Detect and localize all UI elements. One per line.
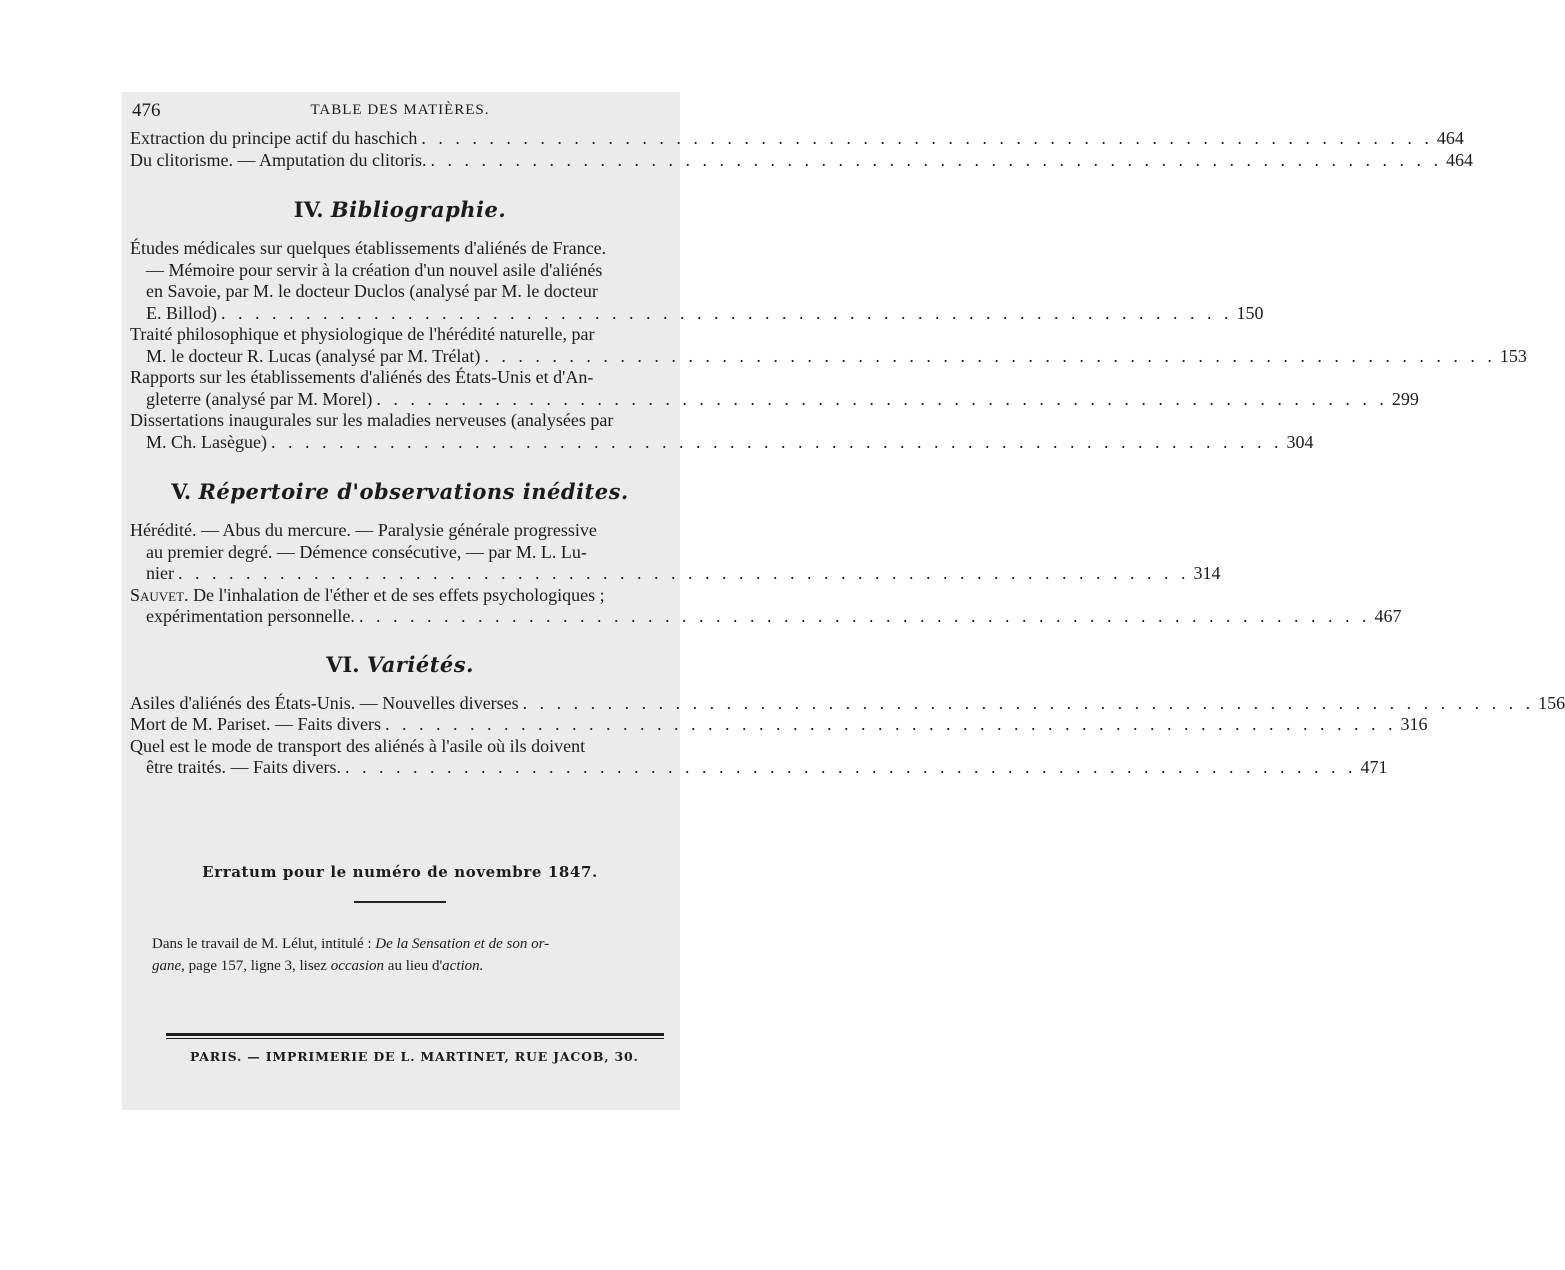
toc-entry <box>130 714 1428 736</box>
section-heading-v <box>130 479 670 504</box>
dot-leader <box>267 432 1287 452</box>
entry-page: 299 <box>1391 388 1419 409</box>
entry-page: 467 <box>1374 606 1402 626</box>
dot-leader <box>480 346 1500 366</box>
dot-leader <box>355 606 1375 626</box>
entry-text: Extraction du principe actif du haschich <box>130 128 418 148</box>
entry-page: 471 <box>1360 757 1388 777</box>
entry-text: Mort de M. Pariset. — Faits divers <box>130 714 381 734</box>
entry-line: Études médicales sur quelques établissements d'aliénés de France. <box>130 238 607 258</box>
entry-text: Du clitorisme. — Amputation du clitoris. <box>130 149 427 170</box>
dot-leader <box>217 303 1237 323</box>
toc-entry <box>130 520 1221 585</box>
entry-page: 314 <box>1193 563 1221 583</box>
text-block <box>122 92 1565 1110</box>
entry-text: E. Billod) <box>146 302 217 323</box>
erratum-title-italic: De la Sensation et de son or- <box>375 935 550 952</box>
entry-page: 150 <box>1236 302 1264 323</box>
erratum-word-italic: occasion <box>330 957 385 974</box>
entry-text: M. Ch. Lasègue) <box>146 431 267 452</box>
page-number: 476 <box>132 100 161 121</box>
entry-line: Traité philosophique et physiologique de l'hérédité naturelle, par <box>130 324 595 344</box>
section-name: Bibliographie. <box>330 197 507 222</box>
section-name: Variétés. <box>366 651 474 677</box>
entry-page: 316 <box>1400 714 1428 734</box>
section-heading-vi <box>130 652 670 677</box>
entry-line: De l'inhalation de l'éther et de ses effets psychologiques ; <box>188 584 605 605</box>
section-number: V. <box>171 479 192 504</box>
entry-line: — Mémoire pour servir à la création d'un nouvel asile d'aliénés <box>146 259 603 280</box>
section-name: Répertoire d'observations inédites. <box>198 479 629 504</box>
entry-line: au premier degré. — Démence consécutive, — par M. L. Lu- <box>146 541 587 562</box>
entry-page: 464 <box>1445 149 1473 170</box>
dot-leader <box>174 563 1194 583</box>
erratum-word-italic: action. <box>442 957 484 974</box>
section-number: VI. <box>326 651 360 677</box>
toc-entry <box>130 324 1527 367</box>
entry-text: gleterre (analysé par M. Morel) <box>146 388 373 409</box>
dot-leader <box>417 128 1437 148</box>
erratum-fragment: Dans le travail de M. Lélut, intitulé : <box>152 935 376 952</box>
entry-page: 304 <box>1286 431 1314 452</box>
erratum-title-italic: gane <box>152 957 182 974</box>
toc-entry <box>130 238 1264 324</box>
erratum-fragment: , page 157, ligne 3, lisez <box>181 957 331 974</box>
entry-text: M. le docteur R. Lucas (analysé par M. Trélat) <box>146 345 481 366</box>
running-title: TABLE DES MATIÈRES. <box>310 102 490 118</box>
entry-page: 153 <box>1499 345 1527 366</box>
toc-entry <box>130 735 1388 779</box>
dot-leader <box>519 693 1539 713</box>
entry-line: Hérédité. — Abus du mercure. — Paralysie générale progressive <box>130 520 597 540</box>
erratum-heading: Erratum pour le numéro de novembre 1847. <box>202 862 598 881</box>
entry-page: 156 <box>1538 692 1565 713</box>
toc-entry <box>130 584 1402 628</box>
footer-rule <box>166 1033 664 1036</box>
section-heading-iv <box>130 197 670 222</box>
dot-leader <box>426 150 1446 170</box>
dot-leader <box>381 714 1401 734</box>
entry-text: nier <box>146 563 174 583</box>
erratum-fragment: au lieu d' <box>384 957 443 974</box>
dot-leader <box>372 389 1392 409</box>
entry-text: expérimentation personnelle. <box>146 606 355 626</box>
toc-entry <box>130 367 1419 410</box>
toc-entry <box>130 149 1473 172</box>
entry-text: Asiles d'aliénés des États-Unis. — Nouvelles diverses <box>130 692 519 713</box>
toc-entry <box>130 692 1565 715</box>
toc-entry <box>130 410 1314 453</box>
toc-entry <box>130 128 1464 150</box>
entry-page: 464 <box>1436 128 1464 148</box>
entry-line: en Savoie, par M. le docteur Duclos (analysé par M. le docteur <box>146 281 598 301</box>
entry-line: Dissertations inaugurales sur les maladies nerveuses (analysées par <box>130 410 614 430</box>
entry-author: Sauvet. <box>130 584 189 605</box>
imprint: PARIS. — IMPRIMERIE DE L. MARTINET, RUE JACOB, 30. <box>190 1048 639 1064</box>
entry-line: Rapports sur les établissements d'aliénés des États-Unis et d'An- <box>130 367 594 387</box>
entry-line: Quel est le mode de transport des aliénés à l'asile où ils doivent <box>130 735 586 756</box>
dot-leader <box>341 757 1361 777</box>
running-head <box>130 100 670 128</box>
entry-text: être traités. — Faits divers. <box>146 757 341 777</box>
section-number: IV. <box>293 197 324 222</box>
erratum-text <box>130 933 670 977</box>
